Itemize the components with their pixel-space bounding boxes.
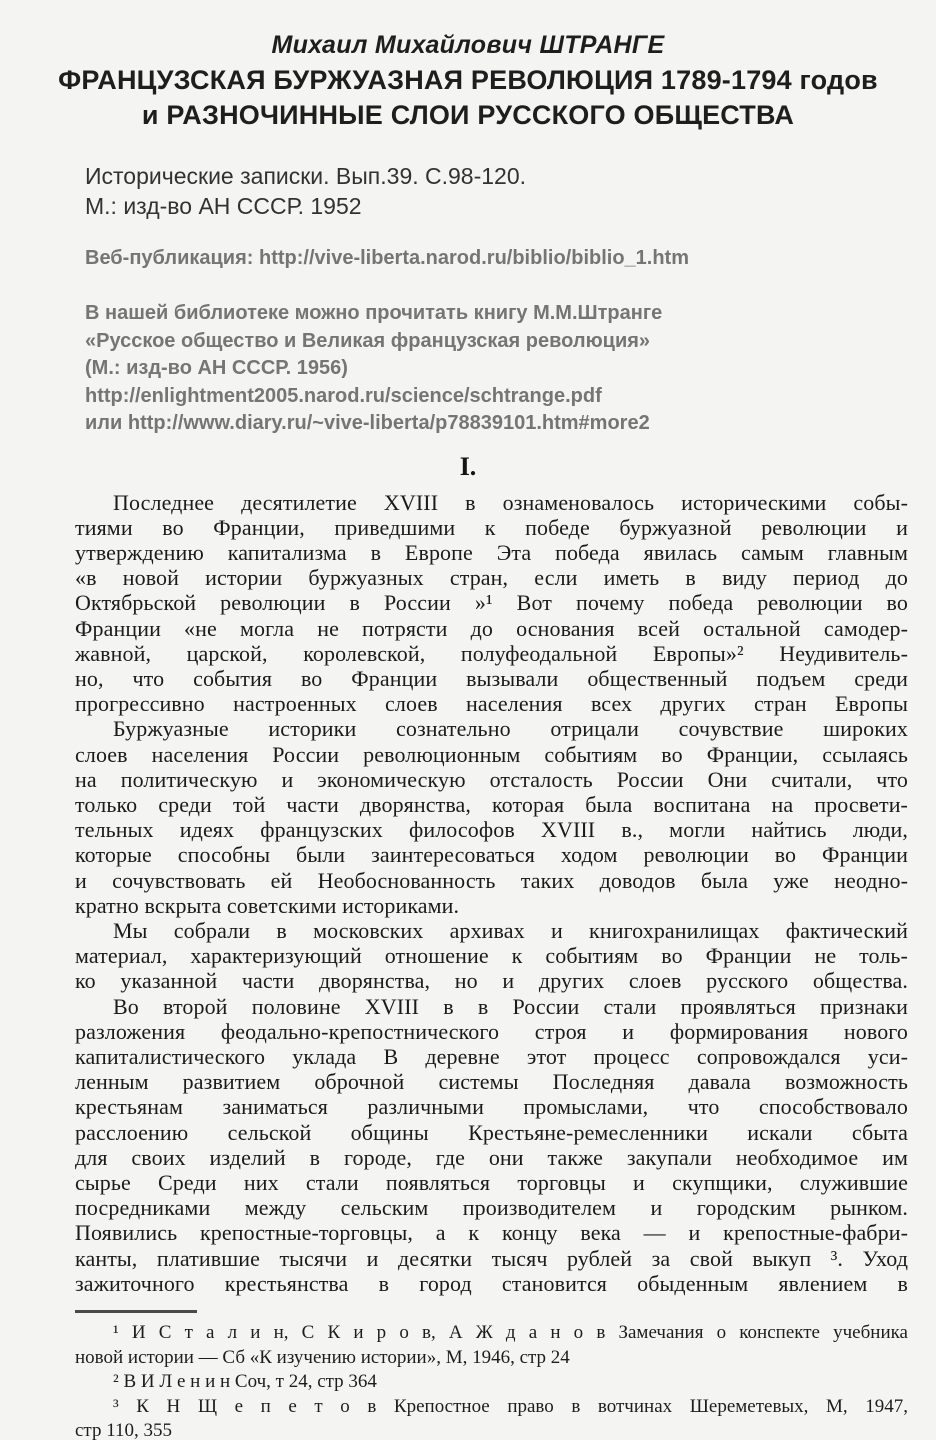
body-line: Появились крепостные-торговцы, а к концу века — и крепостные-фабри- xyxy=(75,1220,908,1246)
web-publication-line: Веб-публикация: http://vive-liberta.narod.ru/biblio/biblio_1.htm xyxy=(85,247,690,269)
title-line-1: ФРАНЦУЗСКАЯ БУРЖУАЗНАЯ РЕВОЛЮЦИЯ 1789-1794 годов xyxy=(58,65,878,95)
body-line: на политическую и экономическую отсталость России Они считали, что xyxy=(75,766,908,792)
library-note-url: или http://www.diary.ru/~vive-liberta/p78839101.htm#more2 xyxy=(85,412,650,434)
body-line: для своих изделий в городе, где они также закупали необходимое им xyxy=(75,1144,908,1170)
body-line: канты, платившие тысячи и десятки тысяч рублей за свой выкуп ³. Уход xyxy=(75,1245,908,1271)
author-line: Михаил Михайлович ШТРАНГЕ xyxy=(271,31,665,59)
footnote-line: ¹ И С т а л и н, С К и р о в, А Ж д а н о в Замечания о конспекте учебника xyxy=(113,1322,908,1343)
article-paragraph xyxy=(75,716,908,918)
body-line: разложения феодально-крепостнического строя и формирования нового xyxy=(75,1018,908,1044)
footnotes xyxy=(75,1321,908,1440)
page-title xyxy=(0,63,936,133)
source-line-2: М.: изд-во АН СССР. 1952 xyxy=(85,193,362,219)
body-line: материал, характеризующий отношение к событиям во Франции не толь- xyxy=(75,943,908,969)
body-line: кратно вскрыта советскими историками. xyxy=(75,892,460,918)
footnote-line: стр 110, 355 xyxy=(75,1420,173,1440)
document-header xyxy=(0,0,936,133)
body-line: ленным развитием оброчной системы Последняя давала возможность xyxy=(75,1069,908,1095)
body-line: Буржуазные историки сознательно отрицали сочувствие широких xyxy=(113,716,908,742)
article-paragraph xyxy=(75,918,908,994)
body-line: Октябрьской революции в России »¹ Вот почему победа революции во xyxy=(75,590,908,616)
library-note-url: http://enlightment2005.narod.ru/science/schtrange.pdf xyxy=(85,384,602,407)
library-note-line: «Русское общество и Великая французская революция» xyxy=(85,329,651,352)
body-line: только среди той части дворянства, которая была воспитана на просвети- xyxy=(75,791,908,817)
body-line: тиями во Франции, приведшими к победе буржуазной революции и xyxy=(75,514,908,540)
footnote-line: новой истории — Сб «К изучению истории», М, 1946, стр 24 xyxy=(75,1346,570,1368)
library-note-line: (М.: изд-во АН СССР. 1956) xyxy=(85,357,348,379)
library-note-line: В нашей библиотеке можно прочитать книгу М.М.Штранге xyxy=(85,302,663,324)
body-line: тельных идеях французских философов XVIII в., могли найтись люди, xyxy=(75,817,908,843)
body-line: Мы собрали в московских архивах и книгохранилищах фактический xyxy=(113,917,908,943)
body-line: Франции «не могла не потрясти до основания всей остальной самодер- xyxy=(75,615,908,641)
section-marker: I. xyxy=(459,451,477,481)
body-line: «в новой истории буржуазных стран, если иметь в виду период до xyxy=(75,565,908,591)
body-line: утверждению капитализма в Европе Эта победа явилась самым главным xyxy=(75,539,908,565)
article-body xyxy=(75,490,908,1297)
title-line-2: и РАЗНОЧИННЫЕ СЛОИ РУССКОГО ОБЩЕСТВА xyxy=(141,100,795,130)
body-line: посредниками между сельским производителем и городским рынком. xyxy=(75,1195,908,1221)
body-line: ко указанной части дворянства, но и других слоев русского общества. xyxy=(75,968,908,994)
footnote-line: ³ К Н Щ е п е т о в Крепостное право в вотчинах Шереметевых, М, 1947, xyxy=(113,1395,908,1417)
body-line: и сочувствовать ей Необоснованность таких доводов была уже неодно- xyxy=(75,867,908,893)
source-reference xyxy=(85,161,936,221)
body-line: которые способны были заинтересоваться ходом революции во Франции xyxy=(75,842,908,868)
body-line: крестьянам заниматься различными промыслами, что способствовало xyxy=(75,1094,908,1120)
body-line: Во второй половине XVIII в в России стали проявляться признаки xyxy=(113,993,908,1019)
body-line: слоев населения России революционным событиям во Франции, ссылаясь xyxy=(75,741,908,767)
body-line: Последнее десятилетие XVIII в ознаменовалось историческими собы- xyxy=(113,489,908,515)
article-paragraph xyxy=(75,490,908,717)
body-line: расслоению сельской общины Крестьяне-ремесленники искали сбыта xyxy=(75,1119,908,1145)
source-line-1: Исторические записки. Вып.39. С.98-120. xyxy=(85,163,527,189)
footnote-line: ² В И Л е н и н Соч, т 24, стр 364 xyxy=(113,1371,377,1392)
body-line: капиталистического уклада В деревне этот процесс сопровождался уси- xyxy=(75,1043,908,1069)
body-line: но, что события во Франции вызывали общественный подъем среди xyxy=(75,665,908,691)
library-note xyxy=(85,300,936,438)
article-paragraph xyxy=(75,994,908,1296)
footnote-separator xyxy=(75,1310,197,1313)
body-line: сырье Среди них стали появляться торговцы и скупщики, служившие xyxy=(75,1169,908,1195)
body-line: зажиточного крестьянства в город становится обыденным явлением в xyxy=(75,1270,908,1296)
body-line: жавной, царской, королевской, полуфеодальной Европы»² Неудивитель- xyxy=(75,640,908,666)
body-line: прогрессивно настроенных слоев населения всех других стран Европы xyxy=(75,691,908,717)
